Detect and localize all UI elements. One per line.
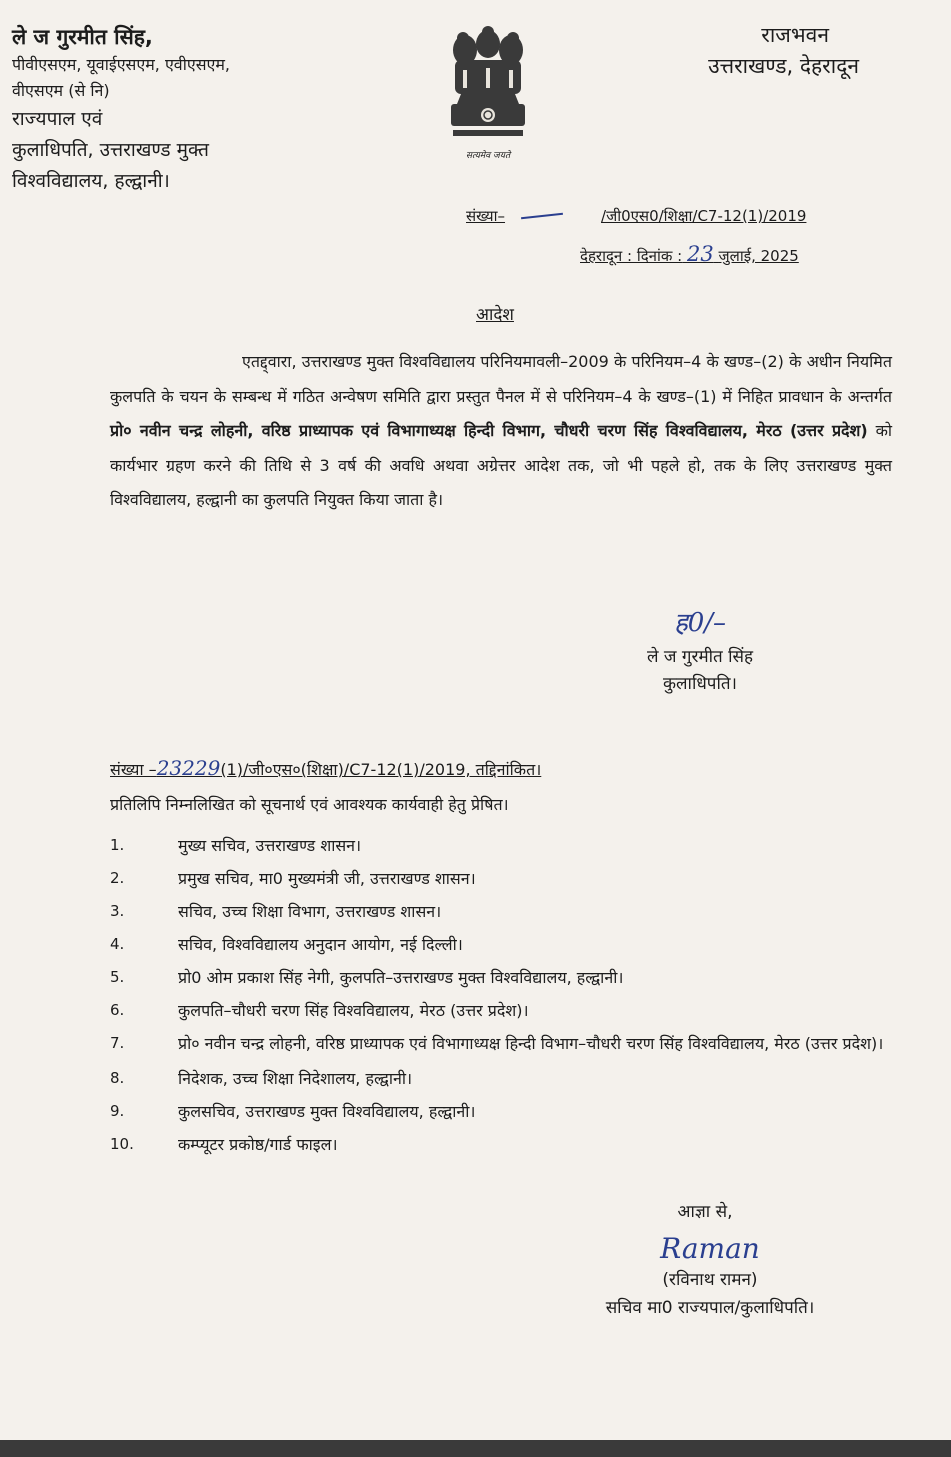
order-paragraph [110,345,892,518]
list-item-text: मुख्य सचिव, उत्तराखण्ड शासन। [178,836,362,855]
signatory-designation-1: कुलाधिपति। [662,674,738,694]
signature-mark-2: Raman [660,1232,760,1265]
order-title: आदेश [476,305,514,325]
copy-list [110,829,896,1161]
list-item [110,928,896,961]
emblem-motto: सत्यमेव जयते [465,151,511,161]
copy-intro: प्रतिलिपि निम्नलिखित को सूचनार्थ एवं आवश्यक कार्यवाही हेतु प्रेषित। [110,795,509,814]
sender-honours-2: वीएसएम (से नि) [12,81,110,100]
office-line-2: उत्तराखण्ड, देहरादून [708,54,859,78]
copy-ref-rest: (1)/जी०एस०(शिक्षा)/C7-12(1)/2019, तद्दिनांकित। [220,760,542,779]
by-order-text: आज्ञा से, [677,1202,733,1222]
date-day: 23 [687,242,714,266]
reference-date [580,242,799,266]
pen-dash-mark [521,213,563,219]
list-item-text: सचिव, उच्च शिक्षा विभाग, उत्तराखण्ड शासन। [178,902,442,921]
order-text-end: को कार्यभार ग्रहण करने की तिथि से 3 वर्ष की अवधि अथवा अग्रेत्तर आदेश तक, जो भी पहले हो, तक के लिए उत्तराखण्ड मुक्त विश्वविद्यालय, हल्द्वानी का कुलपति नियुक्त किया जाता है। [110,421,892,509]
reference-label: संख्या– [466,207,506,225]
list-item [110,1128,896,1161]
list-item-text: प्रो0 ओम प्रकाश सिंह नेगी, कुलपति–उत्तराखण्ड मुक्त विश्वविद्यालय, हल्द्वानी। [178,968,624,987]
sender-role-3: विश्वविद्यालय, हल्द्वानी। [12,170,170,192]
state-emblem-icon [443,22,533,142]
scan-bottom-edge [0,1440,951,1457]
list-item-text: सचिव, विश्वविद्यालय अनुदान आयोग, नई दिल्ली। [178,935,463,954]
list-item-text: प्रमुख सचिव, मा0 मुख्यमंत्री जी, उत्तराखण्ड शासन। [178,869,476,888]
list-item-number: 9. [110,1102,125,1120]
list-item-number: 1. [110,836,125,854]
office-line-1: राजभवन [761,23,829,47]
sender-name: ले ज गुरमीत सिंह, [12,25,153,49]
list-item [110,862,896,895]
list-item [110,961,896,994]
list-item-number: 3. [110,902,125,920]
list-item-number: 5. [110,968,125,986]
list-item [110,829,896,862]
list-item-number: 7. [110,1034,125,1052]
signatory-designation-2: सचिव मा0 राज्यपाल/कुलाधिपति। [605,1298,815,1318]
list-item-text: प्रो० नवीन चन्द्र लोहनी, वरिष्ठ प्राध्यापक एवं विभागाध्यक्ष हिन्दी विभाग–चौधरी चरण सिंह विश्वविद्यालय, मेरठ (उत्तर प्रदेश)। [178,1034,884,1053]
list-item-text: निदेशक, उच्च शिक्षा निदेशालय, हल्द्वानी। [178,1069,413,1088]
date-rest: जुलाई, 2025 [718,247,799,265]
emblem-block [440,22,536,161]
sender-block [12,22,230,197]
list-item [110,1027,896,1062]
sender-honours-1: पीवीएसएम, यूवाईएसएम, एवीएसएम, [12,55,231,74]
order-text-appointee: प्रो० नवीन चन्द्र लोहनी, वरिष्ठ प्राध्यापक एवं विभागाध्यक्ष हिन्दी विभाग, चौधरी चरण सिंह विश्वविद्यालय, मेरठ (उत्तर प्रदेश) [110,421,868,440]
list-item-text: कुलपति–चौधरी चरण सिंह विश्वविद्यालय, मेरठ (उत्तर प्रदेश)। [178,1001,529,1020]
signatory-name-1: ले ज गुरमीत सिंह [646,647,754,667]
signature-block-1 [610,603,790,697]
list-item-number: 6. [110,1001,125,1019]
list-item-number: 10. [110,1135,134,1153]
copy-ref-number: 23229 [156,756,221,780]
copy-ref-label: संख्या – [110,760,157,779]
signature-mark-1: ह0/– [673,608,727,638]
reference-code: /जी0एस0/शिक्षा/C7-12(1)/2019 [601,207,807,225]
list-item [110,1062,896,1095]
signature-block-2 [560,1198,860,1324]
sender-role-1: राज्यपाल एवं [12,108,103,130]
order-text-intro: एतद्द्वारा, उत्तराखण्ड मुक्त विश्वविद्यालय परिनियमावली–2009 के परिनियम–4 के खण्ड–(2) के अधीन नियमित कुलपति के चयन के सम्बन्ध में गठित अन्वेषण समिति द्वारा प्रस्तुत पैनल में से परिनियम–4 के खण्ड–(1) में निहित प्रावधान के अन्तर्गत [110,352,892,406]
list-item-text: कुलसचिव, उत्तराखण्ड मुक्त विश्वविद्यालय, हल्द्वानी। [178,1102,476,1121]
date-label: देहरादून : दिनांक : [580,247,683,265]
reference-number [466,206,806,226]
signatory-name-2: (रविनाथ रामन) [662,1270,758,1290]
list-item [110,1095,896,1128]
list-item-number: 2. [110,869,125,887]
list-item [110,994,896,1027]
list-item-number: 4. [110,935,125,953]
copy-reference [110,756,541,780]
office-block [708,20,859,82]
list-item [110,895,896,928]
order-body [110,345,892,518]
sender-role-2: कुलाधिपति, उत्तराखण्ड मुक्त [12,139,210,161]
list-item-text: कम्प्यूटर प्रकोष्ठ/गार्ड फाइल। [178,1135,338,1154]
list-item-number: 8. [110,1069,125,1087]
